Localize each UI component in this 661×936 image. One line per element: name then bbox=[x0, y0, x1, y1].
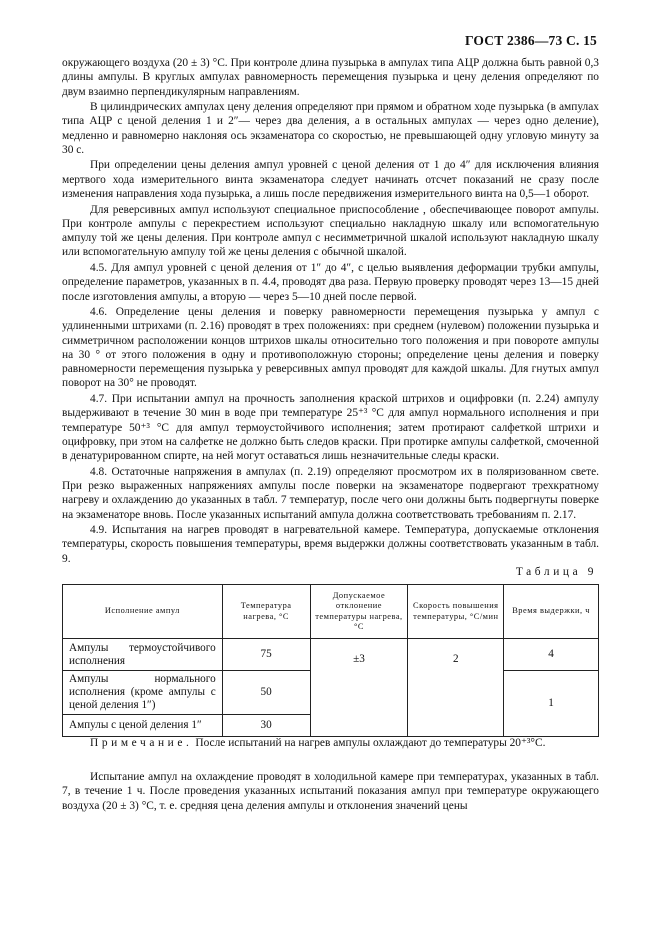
paragraph: 4.8. Остаточные напряжения в ампулах (п. 2.19) определяют просмотром их в поляризованном свете. При резко выраженных напряжениях ампулы после поверки на экзаменаторе подвергают трехкратному нагреву и охлаждению до указанных в табл. 7 температур, после чего они должны быть подвергнуты поверке на экзаменаторе вновь. После указанных испытаний ампула должна соответствовать требованиям п. 2.17. bbox=[62, 465, 599, 521]
column-header: Допускаемое отклонение температуры нагрева, °С bbox=[310, 585, 408, 639]
column-header: Температура нагрева, °С bbox=[222, 585, 310, 639]
paragraph: При определении цены деления ампул уровней с ценой деления от 1 до 4″ для исключения влияния мертвого хода измерительного винта экзаменатора следует начинать отсчет показаний не сразу после изменения направления хода пузырька, а лишь после передвижения измерительного винта на 0,5—1 оборот. bbox=[62, 159, 599, 201]
table-caption: Таблица 9 bbox=[515, 566, 597, 578]
hold-time-cell: 4 bbox=[504, 639, 599, 671]
column-header: Время выдержки, ч bbox=[504, 585, 599, 639]
paragraph: Испытание ампул на охлаждение проводят в холодильной камере при температурах, указанных в табл. 7, в течение 1 ч. После проведения указанных испытаний показания ампул при температуре окружающего воздуха (20 ± 3) °С, т. е. средняя цена деления ампулы и отклонения значений цены bbox=[62, 771, 599, 812]
paragraph: 4.7. При испытании ампул на прочность заполнения краской штрихов и оцифровки (п. 2.24) ампулу выдерживают в течение 30 мин в воде при температуре 25⁺³ °С для ампул нормального исполнения и при температуре 50⁺³ °С для ампул термоустойчивого исполнения; затем протирают салфеткой штрихи и оцифровку, при этом на салфетке не должно быть следов краски. При протирке ампулы салфеткой, смоченной в денатурированном спирте, на ней могут оставаться лишь незначительные следы краски. bbox=[62, 392, 599, 463]
hold-time-cell: 1 bbox=[504, 671, 599, 737]
paragraph: В цилиндрических ампулах цену деления определяют при прямом и обратном ходе пузырька (в ампулах типа АЦР с ценой деления 1 и 2″— через два деления, а в остальных ампулах — через одно деление), медленно и равномерно наклоняя ось экзаменатора со скоростью, не превышающей одну угловую минуту за 30 с. bbox=[62, 101, 599, 156]
paragraph: 4.6. Определение цены деления и поверку равномерности перемещения пузырька у ампул с удлиненными штрихами (п. 2.16) проводят в трех положениях: при среднем (нулевом) положении пузырька и симметричном расположении концов штрихов шкалы относительно того положения и при повороте ампулы на 30 ° от этого положения в одну и противоположную стороны; определение цены деления и поверку равномерности перемещения пузырька у реверсивных ампул проводят для каждой шкалы. Для гнутых ампул поворот на 30° не проводят. bbox=[62, 305, 599, 390]
paragraph: Для реверсивных ампул используют специальное приспособление , обеспечивающее поворот ампулы. При контроле ампулы с перекрестием используют специально накладную шкалу или вспомогательную ампулу той же цены деления. При контроле ампул с несимметричной шкалой используют накладную шкалу или вспомогательную ампулу той же цены деления с обычной шкалой. bbox=[62, 203, 599, 259]
temperature-cell: 50 bbox=[222, 671, 310, 715]
column-header: Скорость повышения температуры, °С/мин bbox=[408, 585, 504, 639]
column-header: Исполнение ампул bbox=[63, 585, 223, 639]
table-row bbox=[63, 639, 599, 671]
row-label: Ампулы нормального исполнения (кроме ампулы с ценой деления 1″) bbox=[63, 671, 223, 715]
row-label: Ампулы с ценой деления 1″ bbox=[63, 715, 223, 737]
paragraph: окружающего воздуха (20 ± 3) °С. При контроле длина пузырька в ампулах типа АЦР должна быть равной 0,3 длины ампулы. В круглых ампулах равномерность перемещения пузырька и цену деления определяют по двум взаимно перпендикулярным направлениям. bbox=[62, 57, 599, 98]
heating-test-table bbox=[62, 584, 599, 737]
row-label: Ампулы термоустойчивого исполнения bbox=[63, 639, 223, 671]
note-text: После испытаний на нагрев ампулы охлаждают до температуры 20⁺³°С. bbox=[195, 737, 546, 749]
page-header: ГОСТ 2386—73 С. 15 bbox=[464, 33, 597, 48]
body-text-continued bbox=[62, 770, 599, 813]
note-label: Примечание. bbox=[90, 737, 193, 749]
table-note bbox=[62, 736, 599, 750]
deviation-cell: ±3 bbox=[310, 639, 408, 737]
temperature-cell: 75 bbox=[222, 639, 310, 671]
paragraph: 4.9. Испытания на нагрев проводят в нагревательной камере. Температура, допускаемые отклонения температуры, скорость повышения температуры, время выдержки должны соответствовать указанным в табл. 9. bbox=[62, 524, 599, 565]
temperature-cell: 30 bbox=[222, 715, 310, 737]
paragraph: 4.5. Для ампул уровней с ценой деления от 1″ до 4″, с целью выявления деформации трубки ампулы, определение параметров, указанных в п. 4.4, проводят два раза. Первую проверку проводят через 13—15 дней после изготовления ампулы, а вторую — через 5—10 дней после первой. bbox=[62, 261, 599, 303]
rate-cell: 2 bbox=[408, 639, 504, 737]
body-text bbox=[62, 56, 599, 567]
